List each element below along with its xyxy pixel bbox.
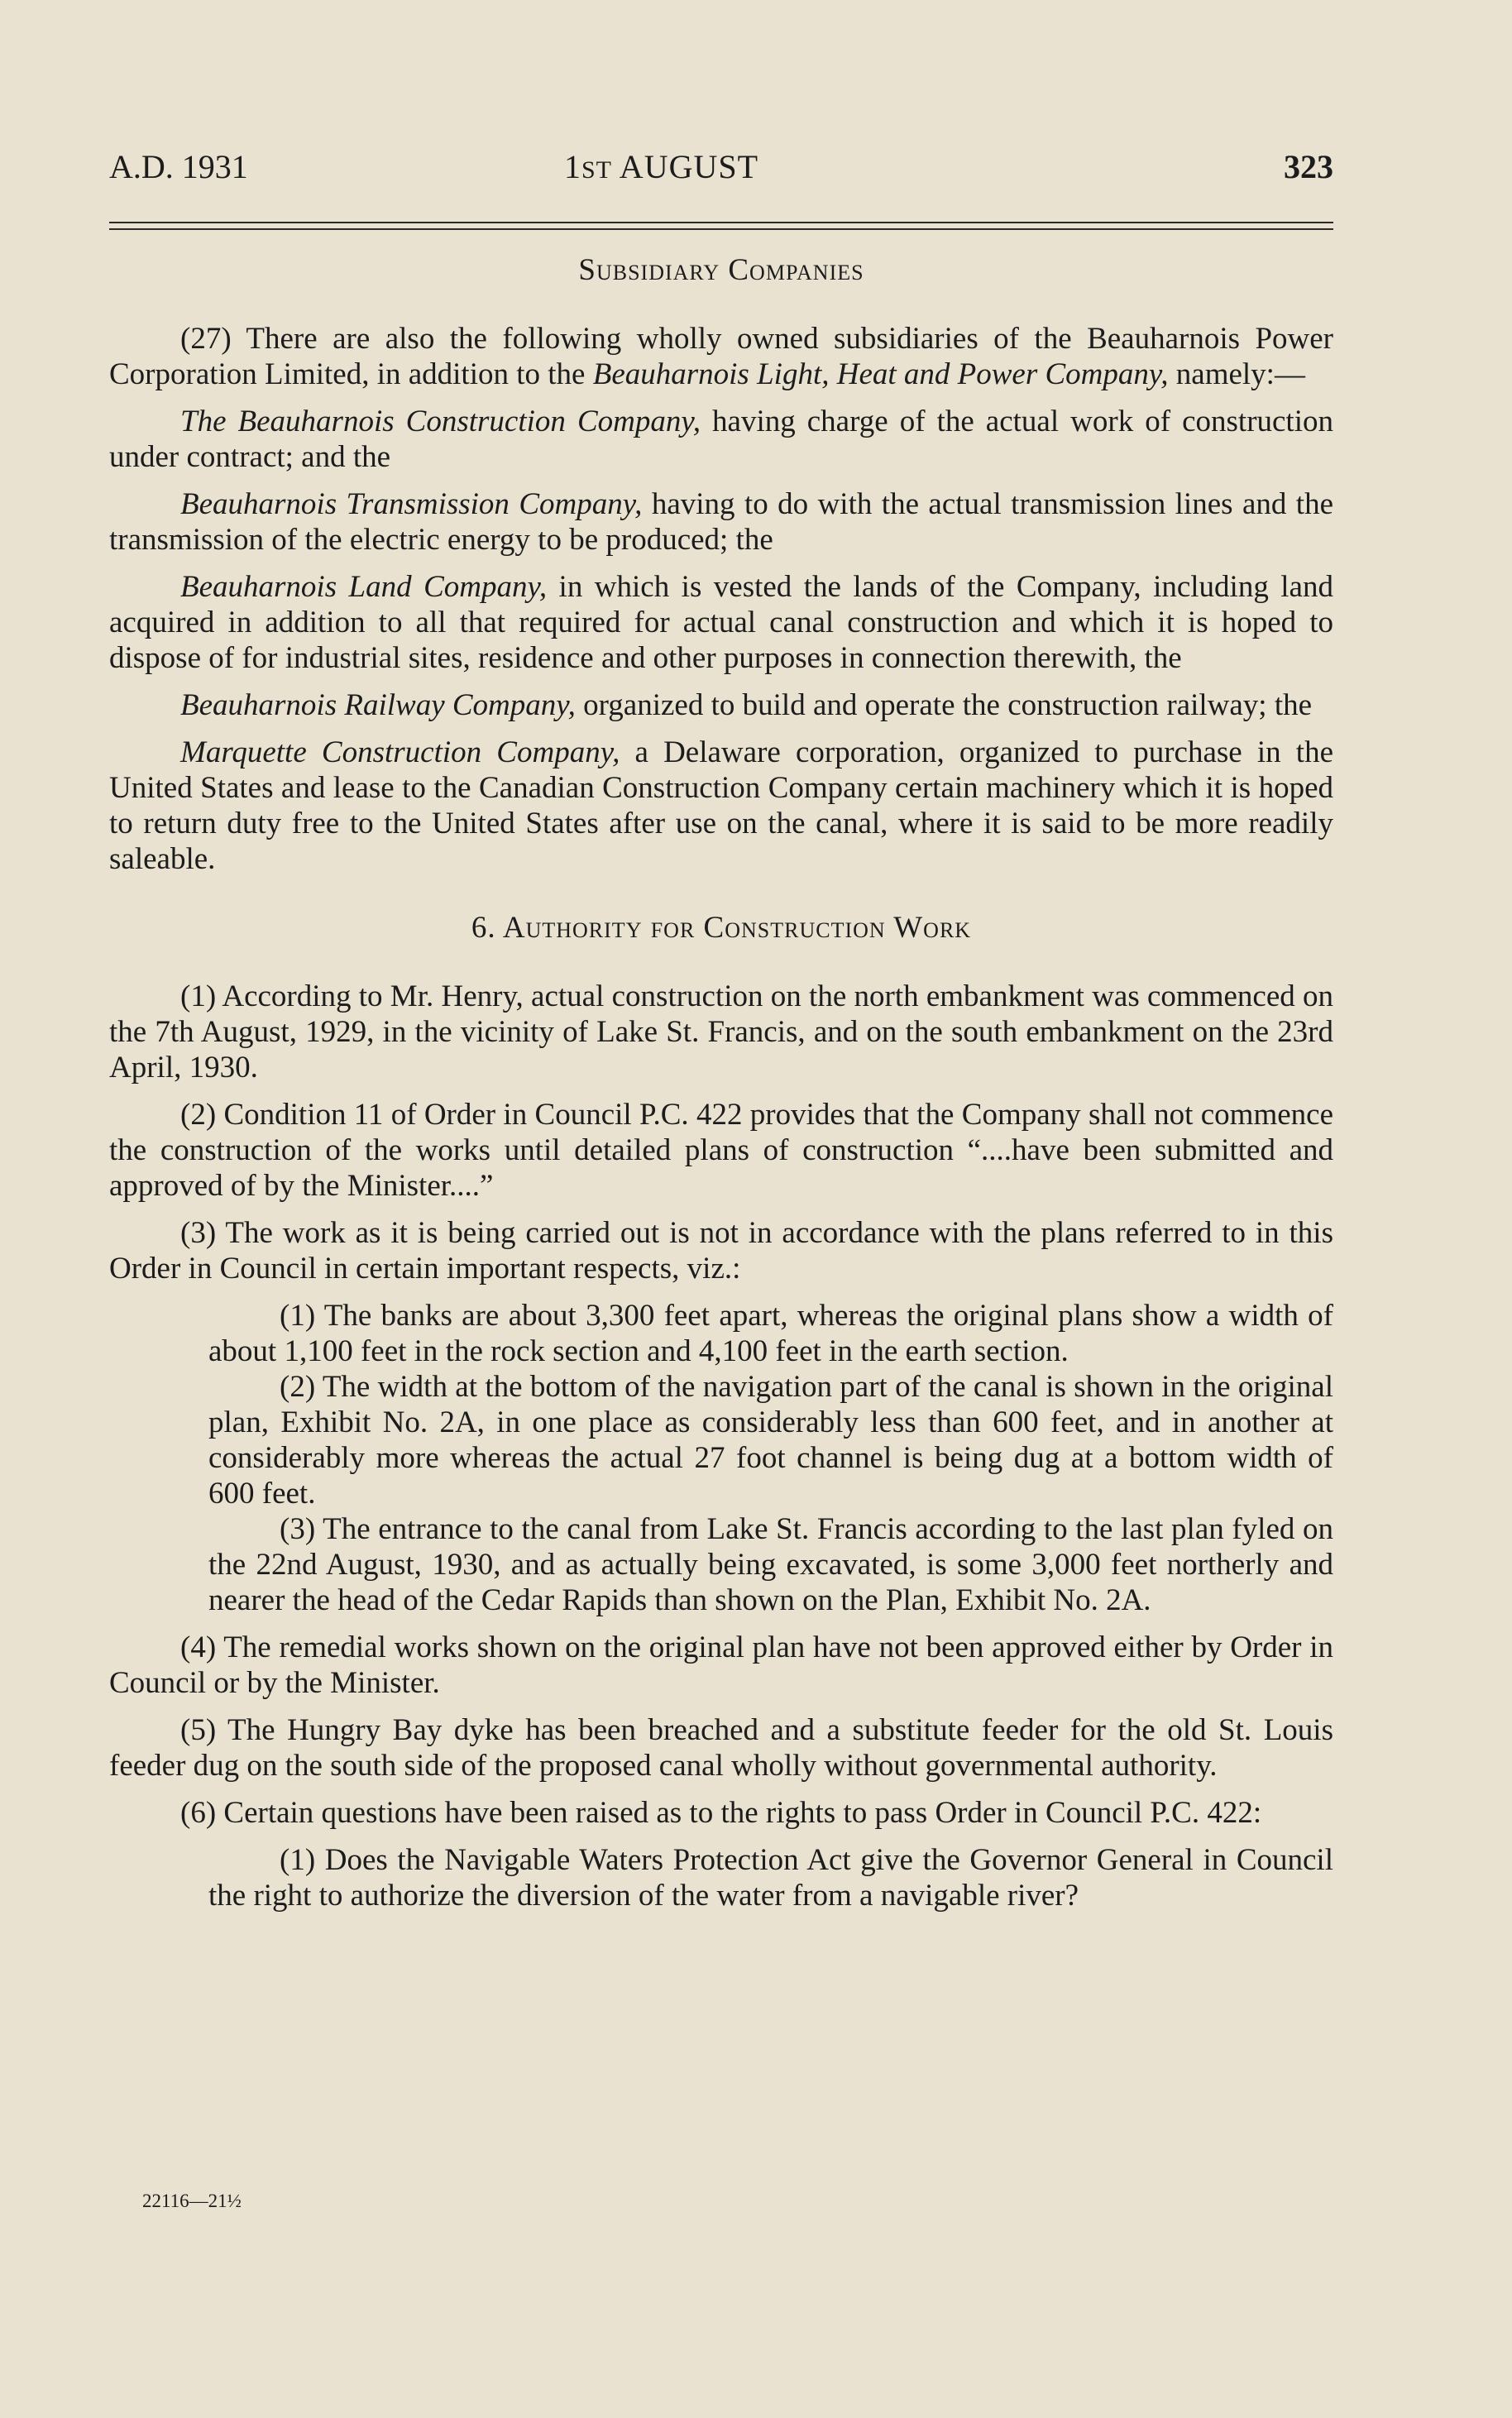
sub-paragraph: (3) The entrance to the canal from Lake St. Francis according to the last plan fyled on the 22nd August, 1930, and as actually being excavated, is some 3,000 feet northerly and nearer the head of the Cedar Rapids than shown on the Plan, Exhibit No. 2A. — [208, 1512, 1333, 1617]
paragraph: (4) The remedial works shown on the original plan have not been approved either by Order in Council or by the Minister. — [109, 1630, 1333, 1700]
header-year: A.D. 1931 — [109, 148, 248, 185]
sub-paragraph: (2) The width at the bottom of the navigation part of the canal is shown in the original plan, Exhibit No. 2A, in one place as considerably less than 600 feet, and in another at considerably more whereas the actual 27 foot channel is being dug at a bottom width of 600 feet. — [208, 1370, 1333, 1511]
paragraph: (3) The work as it is being carried out is not in accordance with the plans referred to in this Order in Council in certain important respects, viz.: — [109, 1216, 1333, 1286]
paragraph: (5) The Hungry Bay dyke has been breached and a substitute feeder for the old St. Louis feeder dug on the south side of the proposed canal wholly without governmental authority. — [109, 1713, 1333, 1783]
paragraph: (27) There are also the following wholly owned subsidiaries of the Beauharnois Power Corporation Limited, in addition to the Beauharnois Light, Heat and Power Company, namely:— — [109, 322, 1333, 391]
paragraph: (1) According to Mr. Henry, actual construction on the north embankment was commenced on the 7th August, 1929, in the vicinity of Lake St. Francis, and on the south embankment on the 23rd April, 1930. — [109, 979, 1333, 1085]
section-heading-authority: 6. Authority for Construction Work — [471, 911, 972, 945]
document-page — [109, 0, 1333, 2418]
paragraph: Beauharnois Land Company, in which is vested the lands of the Company, including land acquired in addition to all that required for actual canal construction and which it is hoped to dispose of for industrial sites, residence and other purposes in connection therewith, the — [109, 570, 1333, 675]
paragraph: (6) Certain questions have been raised as to the rights to pass Order in Council P.C. 422: — [180, 1796, 1262, 1830]
sub-paragraph: (1) Does the Navigable Waters Protection Act give the Governor General in Council the right to authorize the diversion of the water from a navigable river? — [208, 1843, 1333, 1913]
paragraph: Marquette Construction Company, a Delaware corporation, organized to purchase in the United States and lease to the Canadian Construction Company certain machinery which it is hoped to return duty free to the United States after use on the canal, where it is said to be more readily saleable. — [109, 735, 1333, 876]
paragraph: Beauharnois Railway Company, organized to build and operate the construction railway; the — [180, 688, 1313, 722]
header-date: 1ST AUGUST — [564, 148, 759, 185]
section-heading-subsidiary: Subsidiary Companies — [578, 253, 864, 287]
paragraph: (2) Condition 11 of Order in Council P.C. 422 provides that the Company shall not commence the construction of the works until detailed plans of construction “....have been submitted and approved of by the Minister....” — [109, 1098, 1333, 1203]
running-header — [109, 147, 1333, 189]
paragraph: Beauharnois Transmission Company, having to do with the actual transmission lines and the transmission of the electric energy to be produced; the — [109, 487, 1334, 557]
header-rule-bottom — [109, 228, 1333, 230]
sub-paragraph: (1) The banks are about 3,300 feet apart, whereas the original plans show a width of about 1,100 feet in the rock section and 4,100 feet in the earth section. — [208, 1299, 1333, 1368]
header-rule-top — [109, 222, 1333, 223]
body-text — [109, 252, 1333, 1913]
printer-mark: 22116—21½ — [142, 2191, 242, 2211]
page-number: 323 — [1284, 148, 1333, 185]
paragraph: The Beauharnois Construction Company, having charge of the actual work of construction under contract; and the — [109, 405, 1333, 474]
